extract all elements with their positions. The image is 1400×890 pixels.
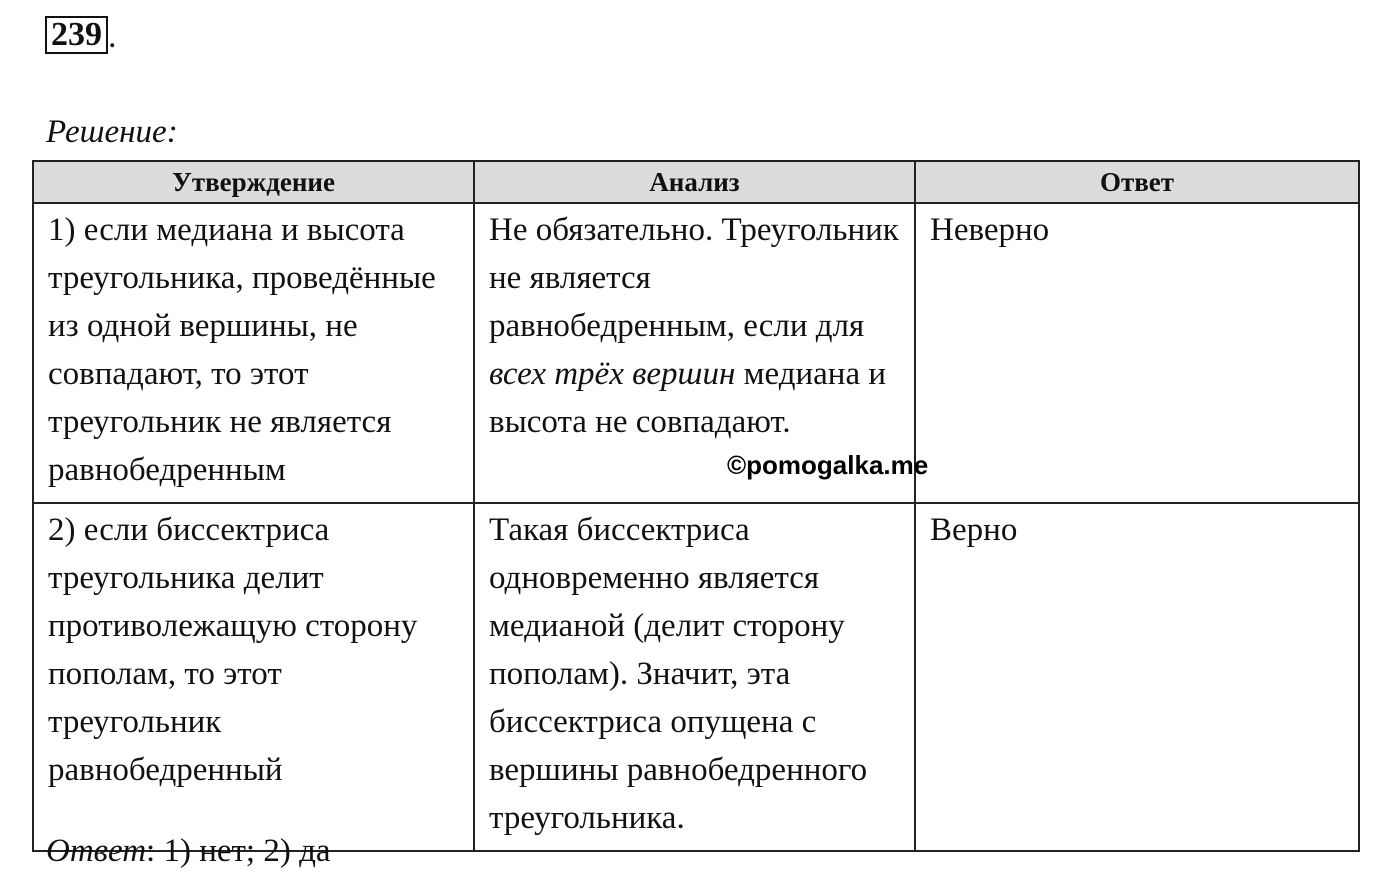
watermark: ©pomogalka.me (727, 450, 929, 480)
problem-number-box: 239 (45, 16, 108, 54)
analysis-cell: Такая биссектриса одновременно является медианой (делит сторону пополам). Значит, эта биссектриса опущена с вершины равнобедренного треугольника. (474, 503, 915, 851)
solution-label: Решение: (46, 114, 178, 150)
analysis-emphasis: всех трёх вершин (489, 356, 736, 392)
table-row (33, 203, 1359, 503)
table-row (33, 503, 1359, 851)
problem-number (45, 14, 117, 54)
final-answer-label: Ответ (46, 833, 147, 869)
header-statement: Утверждение (33, 161, 474, 203)
statement-cell: 2) если биссектриса треугольника делит противолежащую сторону пополам, то этот треугольник равнобедренный (33, 503, 474, 851)
answer-cell: Неверно (915, 203, 1359, 503)
solution-table (32, 160, 1360, 852)
final-answer-text: : 1) нет; 2) да (146, 833, 331, 869)
final-answer (46, 829, 331, 873)
answer-cell: Верно (915, 503, 1359, 851)
statement-cell: 1) если медиана и высота треугольника, проведённые из одной вершины, не совпадают, то этот треугольник не является равнобедренным (33, 203, 474, 503)
problem-number-dot: . (108, 18, 117, 55)
header-analysis: Анализ (474, 161, 915, 203)
analysis-text-end: медиана и высота не совпадают. (489, 356, 887, 440)
header-answer: Ответ (915, 161, 1359, 203)
analysis-text: Не обязательно. Треугольник не является равнобедренным, если для (489, 212, 899, 344)
table-header-row (33, 161, 1359, 203)
